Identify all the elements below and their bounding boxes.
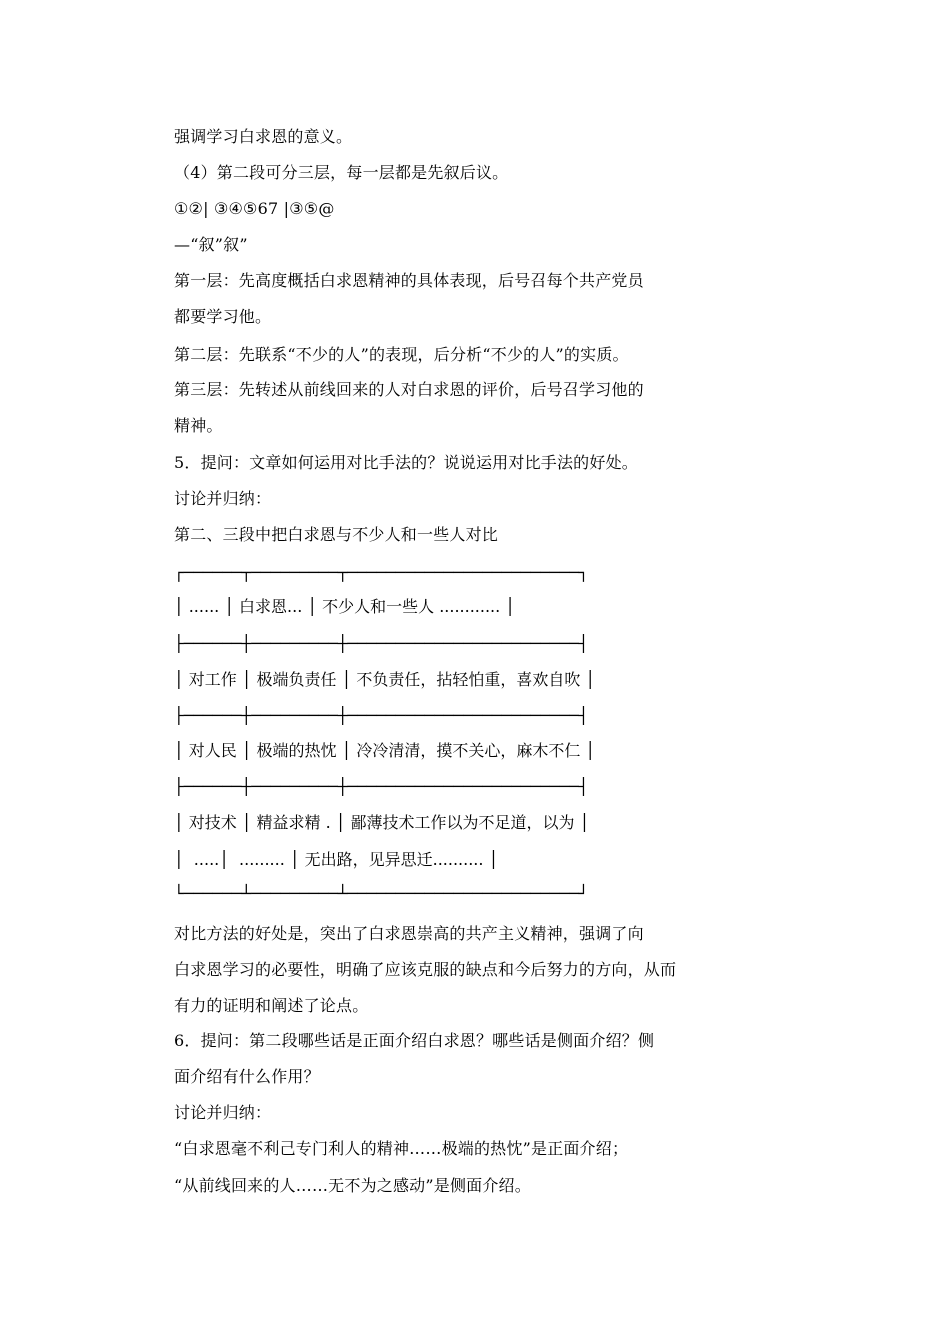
text-line: 都要学习他。 [174, 307, 272, 326]
text-line: 第一层：先高度概括白求恩精神的具体表现，后号召每个共产党员 [174, 271, 644, 290]
table-divider: ├──────┼─────────┼────────────────────────┤ [174, 777, 589, 796]
table-row: │ 对人民 │ 极端的热忱 │ 冷冷清清，摸不关心，麻木不仁 │ [174, 741, 596, 760]
table-border-bottom: └──────┴─────────┴────────────────────────┘ [174, 884, 589, 903]
text-line: 第二层：先联系“不少的人”的表现，后分析“不少的人”的实质。 [174, 345, 629, 364]
text-line: 对比方法的好处是，突出了白求恩崇高的共产主义精神，强调了向 [174, 924, 644, 943]
text-line: 面介绍有什么作用？ [174, 1067, 320, 1086]
text-line: “从前线回来的人……无不为之感动”是侧面介绍。 [174, 1176, 531, 1195]
question-line: 6．提问：第二段哪些话是正面介绍白求恩？哪些话是侧面介绍？侧 [174, 1031, 655, 1050]
text-line: （4）第二段可分三层，每一层都是先叙后议。 [174, 163, 509, 182]
text-line: 精神。 [174, 416, 223, 435]
table-row: │ ...... │ 白求恩... │ 不少人和一些人 ............ │ [174, 597, 515, 616]
text-line: 第二、三段中把白求恩与不少人和一些人对比 [174, 525, 499, 544]
table-divider: ├──────┼─────────┼────────────────────────┤ [174, 706, 589, 725]
text-line: 强调学习白求恩的意义。 [174, 127, 353, 146]
question-line: 5．提问：文章如何运用对比手法的？说说运用对比手法的好处。 [174, 453, 638, 472]
text-line: 讨论并归纳： [174, 1103, 272, 1122]
table-row: │ 对工作 │ 极端负责任 │ 不负责任，拈轻怕重，喜欢自吹 │ [174, 670, 596, 689]
text-line: 白求恩学习的必要性，明确了应该克服的缺点和今后努力的方向，从而 [174, 960, 677, 979]
text-line: 讨论并归纳： [174, 489, 272, 508]
table-row: │ 对技术 │ 精益求精 . │ 鄙薄技术工作以为不足道，以为 │ [174, 813, 590, 832]
table-divider: ├──────┼─────────┼────────────────────────┤ [174, 634, 589, 653]
text-line: 第三层：先转述从前线回来的人对白求恩的评价，后号召学习他的 [174, 380, 644, 399]
text-line: —“叙”叙” [174, 235, 248, 254]
text-line: “白求恩毫不利己专门利人的精神……极端的热忱”是正面介绍； [174, 1139, 629, 1158]
table-border-top: ┌──────┬─────────┬────────────────────────┐ [174, 563, 589, 582]
text-line: ①②| ③④⑤67 |③⑤@ [174, 199, 335, 218]
text-line: 有力的证明和阐述了论点。 [174, 996, 369, 1015]
table-row: │ .....│ ......... │ 无出路，见异思迁.......... │ [174, 850, 499, 869]
